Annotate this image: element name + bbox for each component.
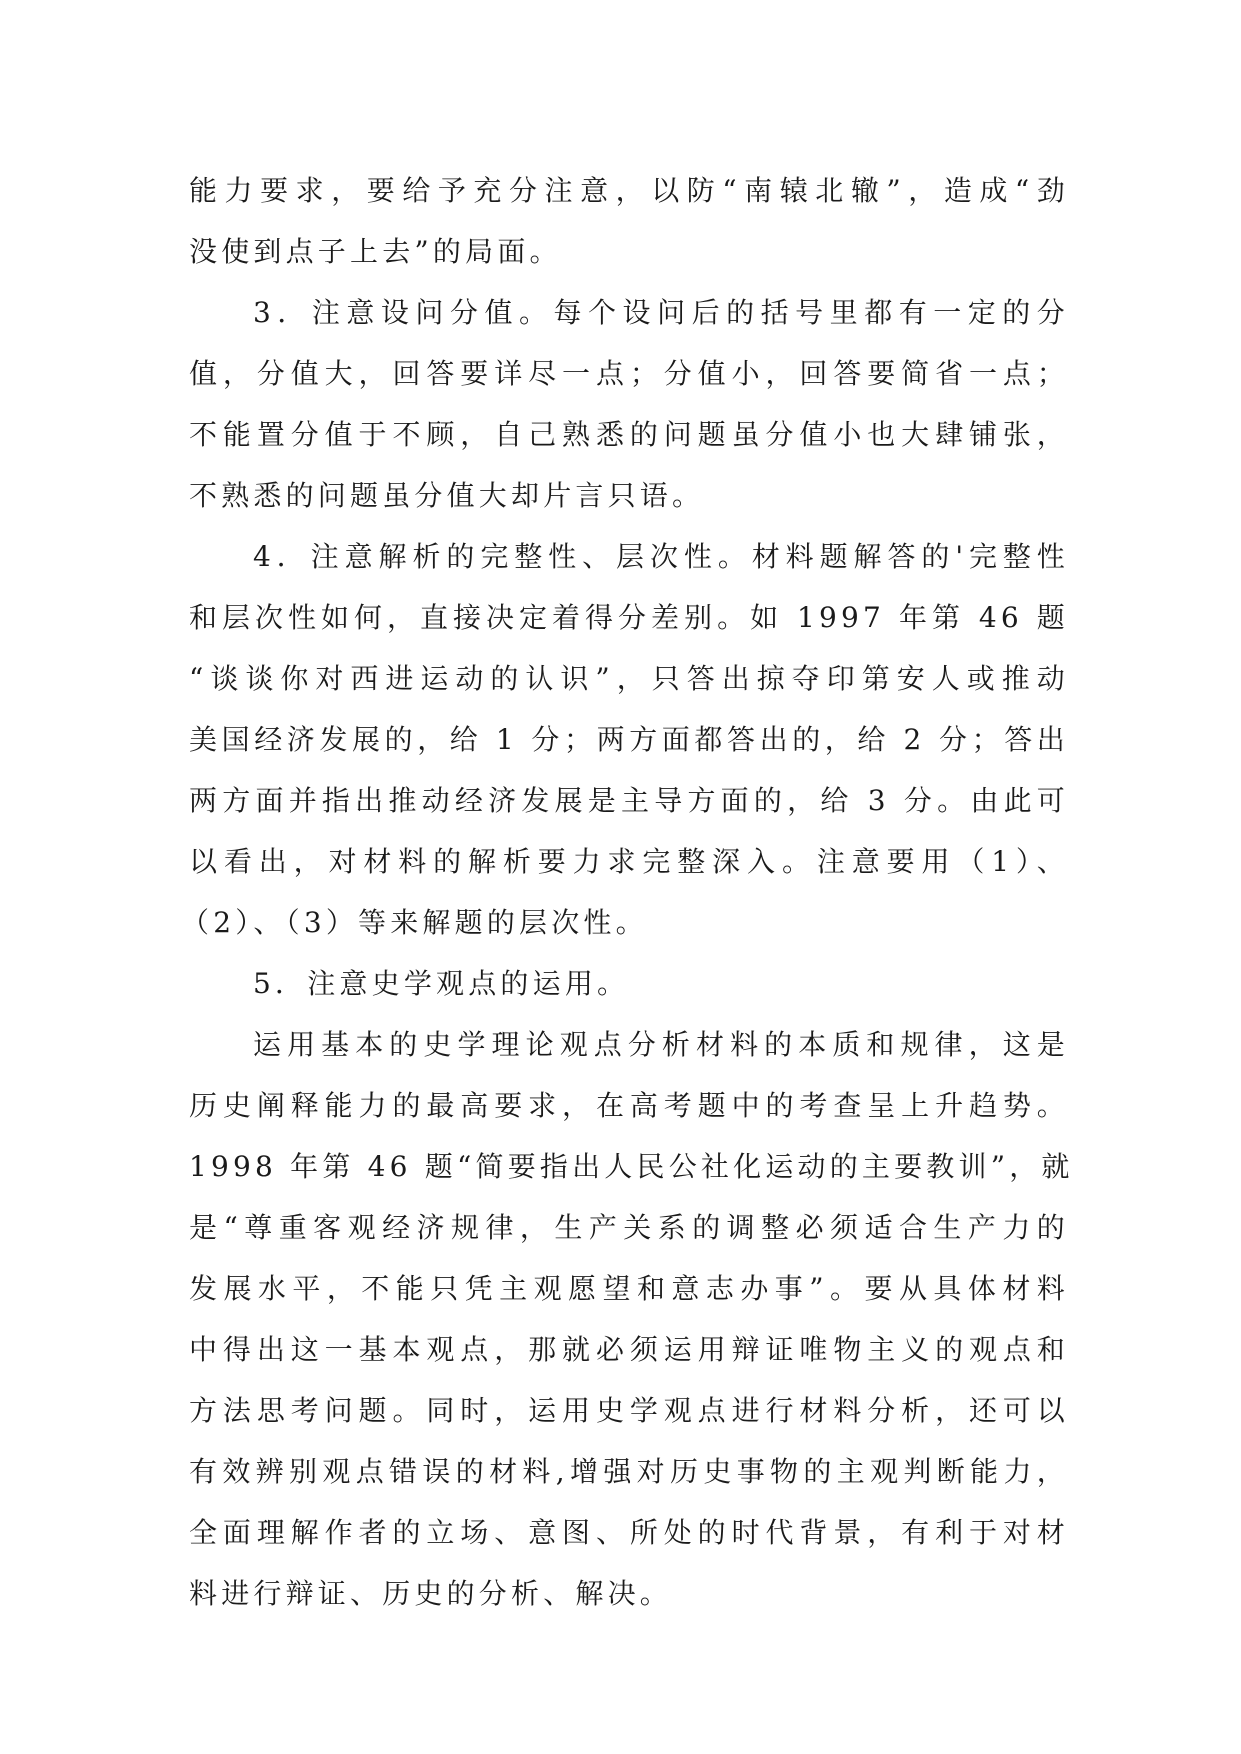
text-line: 运用基本的史学理论观点分析材料的本质和规律，这是: [253, 1028, 1069, 1061]
text-line: 历史阐释能力的最高要求，在高考题中的考查呈上升趋势。: [189, 1089, 1069, 1122]
section-heading-5: 5．注意史学观点的运用。: [253, 967, 630, 1000]
text-line: （2）、（3）等来解题的层次性。: [181, 906, 648, 939]
text-line: 两方面并指出推动经济发展是主导方面的，给 3 分。由此可: [189, 784, 1069, 817]
text-line: 料进行辩证、历史的分析、解决。: [189, 1577, 673, 1610]
text-line: 发展水平，不能只凭主观愿望和意志办事”。要从具体材料: [189, 1272, 1069, 1305]
text-line: 不能置分值于不顾，自己熟悉的问题虽分值小也大肆铺张，: [189, 418, 1069, 451]
text-line: 能力要求，要给予充分注意，以防“南辕北辙”，造成“劲: [189, 174, 1069, 207]
text-line: 是“尊重客观经济规律，生产关系的调整必须适合生产力的: [189, 1211, 1069, 1244]
text-line: 和层次性如何，直接决定着得分差别。如 1997 年第 46 题: [189, 601, 1069, 634]
text-line: 方法思考问题。同时，运用史学观点进行材料分析，还可以: [189, 1394, 1069, 1427]
section-heading-3: 3．注意设问分值。每个设问后的括号里都有一定的分: [253, 296, 1069, 329]
text-line: “谈谈你对西进运动的认识”，只答出掠夺印第安人或推动: [189, 662, 1069, 695]
text-line: 没使到点子上去”的局面。: [189, 235, 562, 268]
section-heading-4: 4．注意解析的完整性、层次性。材料题解答的'完整性: [253, 540, 1069, 573]
text-line: 美国经济发展的，给 1 分；两方面都答出的，给 2 分；答出: [189, 723, 1069, 756]
text-line: 中得出这一基本观点，那就必须运用辩证唯物主义的观点和: [189, 1333, 1069, 1366]
document-body: [181, 160, 1074, 1624]
text-line: 有效辨别观点错误的材料,增强对历史事物的主观判断能力，: [189, 1455, 1069, 1488]
text-line: 1998 年第 46 题“简要指出人民公社化运动的主要教训”，就: [189, 1150, 1074, 1183]
text-line: 以看出，对材料的解析要力求完整深入。注意要用（1）、: [189, 845, 1069, 878]
text-line: 值，分值大，回答要详尽一点；分值小，回答要简省一点；: [189, 357, 1069, 390]
text-line: 不熟悉的问题虽分值大却片言只语。: [189, 479, 705, 512]
text-line: 全面理解作者的立场、意图、所处的时代背景，有利于对材: [189, 1516, 1069, 1549]
